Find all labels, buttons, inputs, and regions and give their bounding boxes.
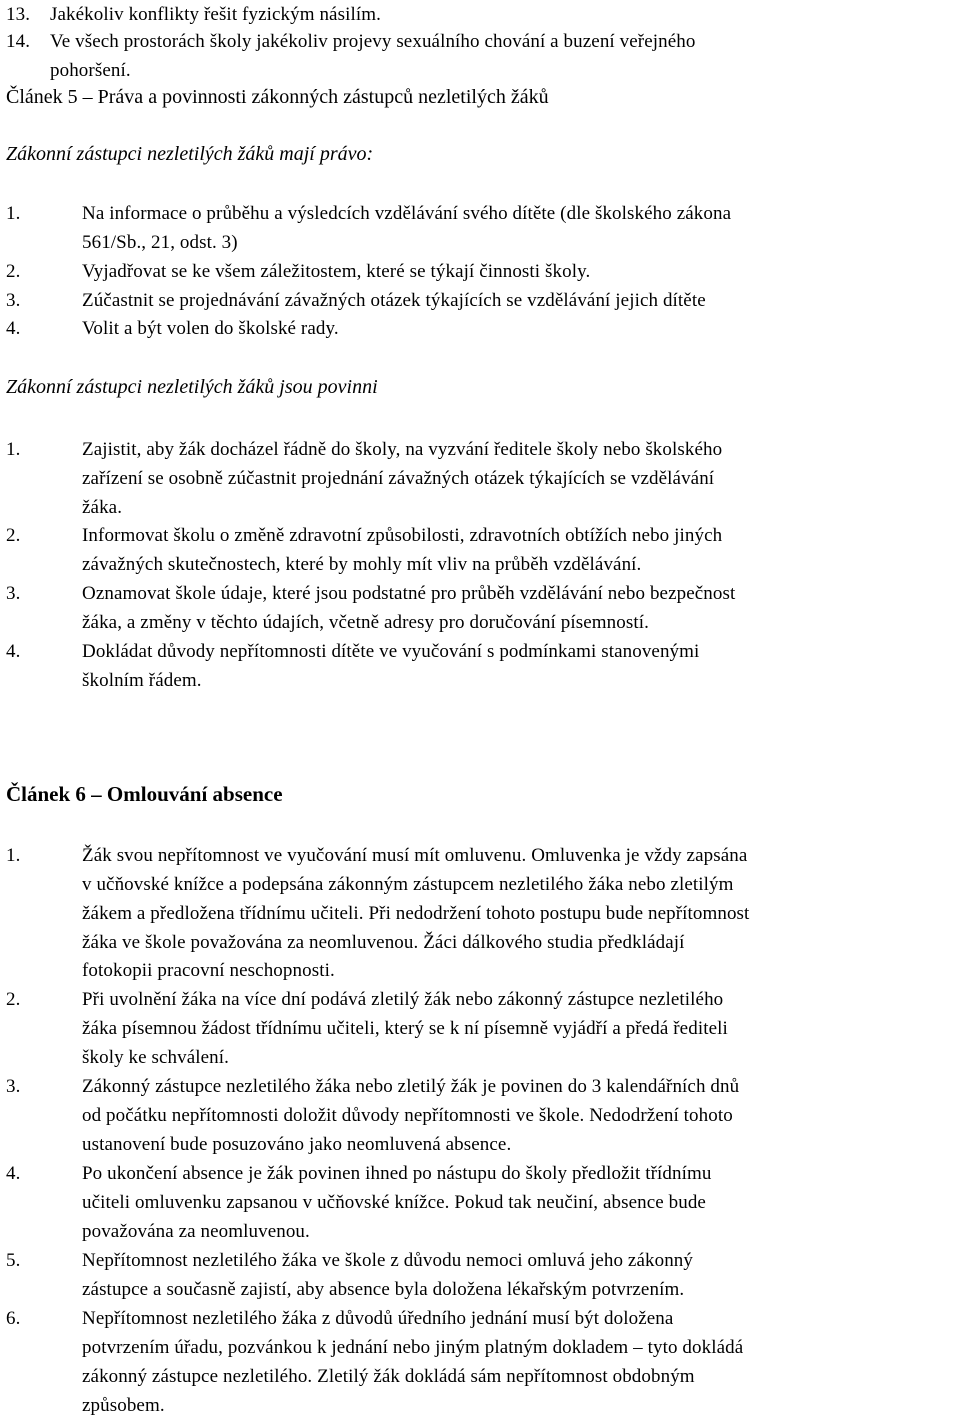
rights-item-text: Volit a být volen do školské rady. — [82, 318, 339, 339]
rights-item-text: 561/Sb., 21, odst. 3) — [82, 232, 238, 253]
absence-item-text: žákem a předložena třídnímu učiteli. Při nedodržení tohoto postupu bude nepřítomnost — [82, 903, 750, 924]
list-item-text: Jakékoliv konflikty řešit fyzickým násilím. — [50, 4, 381, 25]
absence-item-text: školy ke schválení. — [82, 1047, 230, 1068]
list-item-number: 13. — [6, 4, 31, 25]
duties-item-text: žáka, a změny v těchto údajích, včetně adresy pro doručování písemností. — [82, 612, 649, 633]
list-item-text: pohoršení. — [50, 60, 131, 81]
absence-item-text: Zákonný zástupce nezletilého žáka nebo zletilý žák je povinen do 3 kalendářních dnů — [82, 1076, 740, 1097]
duties-item-number: 1. — [6, 439, 21, 460]
duties-item-text: závažných skutečnostech, které by mohly mít vliv na průběh vzdělávání. — [82, 554, 642, 575]
absence-item-text: zákonný zástupce nezletilého. Zletilý žák dokládá sám nepřítomnost obdobným — [82, 1366, 695, 1387]
absence-item-text: žáka ve škole považována za neomluvenou. Žáci dálkového studia předkládají — [82, 932, 685, 953]
absence-item-text: od počátku nepřítomnosti doložit důvody nepřítomnosti ve škole. Nedodržení tohoto — [82, 1105, 733, 1126]
absence-item-number: 4. — [6, 1163, 21, 1184]
absence-item-text: ustanovení bude posuzováno jako neomluvená absence. — [82, 1134, 512, 1155]
absence-item-number: 6. — [6, 1308, 21, 1329]
duties-item-number: 4. — [6, 641, 21, 662]
absence-item-text: Nepřítomnost nezletilého žáka ve škole z důvodu nemoci omluvá jeho zákonný — [82, 1250, 694, 1271]
duties-item-text: zařízení se osobně zúčastnit projednání závažných otázek týkajících se vzdělávání — [82, 468, 715, 489]
duties-item-text: Oznamovat škole údaje, které jsou podstatné pro průběh vzdělávání nebo bezpečnost — [82, 583, 736, 604]
absence-item-text: učiteli omluvenku zapsanou v učňovské knížce. Pokud tak neučiní, absence bude — [82, 1192, 706, 1213]
article-5-heading: Článek 5 – Práva a povinnosti zákonných zástupců nezletilých žáků — [6, 86, 549, 108]
duties-item-text: Informovat školu o změně zdravotní způsobilosti, zdravotních obtížích nebo jiných — [82, 525, 723, 546]
absence-item-number: 3. — [6, 1076, 21, 1097]
absence-item-number: 5. — [6, 1250, 21, 1271]
rights-item-text: Vyjadřovat se ke všem záležitostem, které se týkají činnosti školy. — [82, 261, 591, 282]
rights-item-text: Na informace o průběhu a výsledcích vzdělávání svého dítěte (dle školského zákona — [82, 203, 732, 224]
absence-item-number: 1. — [6, 845, 21, 866]
list-item-number: 14. — [6, 31, 31, 52]
rights-item-number: 3. — [6, 290, 21, 311]
rights-item-number: 2. — [6, 261, 21, 282]
absence-item-text: Po ukončení absence je žák povinen ihned po nástupu do školy předložit třídnímu — [82, 1163, 712, 1184]
list-item-text: Ve všech prostorách školy jakékoliv projevy sexuálního chování a buzení veřejného — [50, 31, 696, 52]
duties-item-number: 2. — [6, 525, 21, 546]
absence-item-text: fotokopii pracovní neschopnosti. — [82, 960, 335, 981]
duties-subheading: Zákonní zástupci nezletilých žáků jsou povinni — [6, 376, 378, 398]
rights-item-number: 4. — [6, 318, 21, 339]
duties-item-text: Dokládat důvody nepřítomnosti dítěte ve vyučování s podmínkami stanovenými — [82, 641, 700, 662]
absence-item-text: zástupce a současně zajistí, aby absence byla doložena lékařským potvrzením. — [82, 1279, 685, 1300]
absence-item-text: způsobem. — [82, 1395, 165, 1416]
absence-item-number: 2. — [6, 989, 21, 1010]
absence-item-text: Nepřítomnost nezletilého žáka z důvodů úředního jednání musí být doložena — [82, 1308, 674, 1329]
duties-item-text: žáka. — [82, 497, 123, 518]
article-6-heading: Článek 6 – Omlouvání absence — [6, 782, 283, 806]
duties-item-text: školním řádem. — [82, 670, 202, 691]
absence-item-text: Při uvolnění žáka na více dní podává zletilý žák nebo zákonný zástupce nezletilého — [82, 989, 724, 1010]
absence-item-text: Žák svou nepřítomnost ve vyučování musí mít omluvenu. Omluvenka je vždy zapsána — [82, 845, 748, 866]
absence-item-text: potvrzením úřadu, pozvánkou k jednání nebo jiným platným dokladem – tyto dokládá — [82, 1337, 744, 1358]
duties-item-number: 3. — [6, 583, 21, 604]
duties-item-text: Zajistit, aby žák docházel řádně do školy, na vyzvání ředitele školy nebo školského — [82, 439, 723, 460]
absence-item-text: považována za neomluvenou. — [82, 1221, 310, 1242]
absence-item-text: v učňovské knížce a podepsána zákonným zástupcem nezletilého žáka nebo zletilým — [82, 874, 734, 895]
rights-subheading: Zákonní zástupci nezletilých žáků mají právo: — [6, 143, 374, 165]
rights-item-text: Zúčastnit se projednávání závažných otázek týkajících se vzdělávání jejich dítěte — [82, 290, 706, 311]
absence-item-text: žáka písemnou žádost třídnímu učiteli, který se k ní písemně vyjádří a předá řediteli — [82, 1018, 728, 1039]
rights-item-number: 1. — [6, 203, 21, 224]
